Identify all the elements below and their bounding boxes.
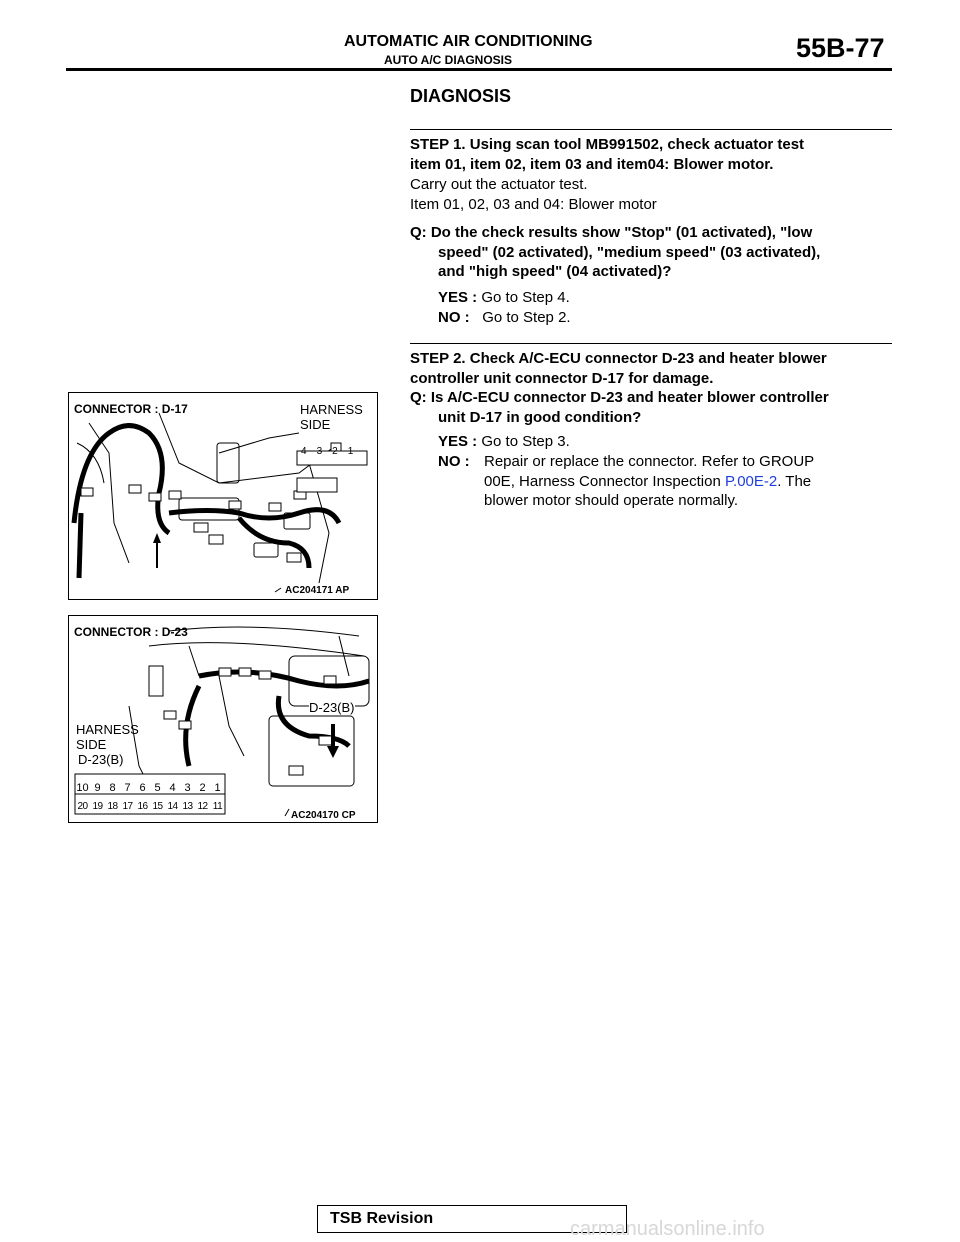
- step2-question: Q: Is A/C-ECU connector D-23 and heater blower controller unit D-17 in good condition?: [410, 389, 829, 426]
- step1-yes: YES : Go to Step 4.: [438, 289, 570, 306]
- d23-callout: D-23(B): [309, 700, 355, 715]
- step1-no: NO : Go to Step 2.: [438, 309, 571, 326]
- step1-question: Q: Do the check results show "Stop" (01 activated), "low speed" (02 activated), "medium speed" (03 activated), and "high speed" (04 activated)?: [410, 224, 821, 280]
- figure-id-d17: AC204171 AP: [285, 585, 350, 596]
- footer-revision: TSB Revision: [330, 1210, 434, 1227]
- figure-d17: [68, 392, 378, 600]
- section-title: DIAGNOSIS: [410, 86, 512, 106]
- inspection-link[interactable]: P.00E-2: [724, 472, 778, 490]
- step2-no: NO : Repair or replace the connector. Refer to GROUP 00E, Harness Connector Inspection P.00E-2. The blower motor should operate normally.: [438, 453, 815, 509]
- d17-pin-row: 4321: [301, 446, 364, 457]
- header-subtitle: AUTO A/C DIAGNOSIS: [384, 53, 513, 67]
- d23-pin-row-top: 10 9 8 7 6 5 4 3 2 1: [76, 782, 221, 794]
- harness-side-label-d23: HARNESS SIDE D-23(B): [76, 722, 139, 767]
- header-title: AUTOMATIC AIR CONDITIONING: [344, 33, 593, 50]
- figure-d23: [68, 615, 378, 823]
- step1-heading: STEP 1. Using scan tool MB991502, check actuator test item 01, item 02, item 03 and item04: Blower motor.: [410, 136, 805, 173]
- step1-rule: [410, 129, 892, 130]
- connector-label-d23: CONNECTOR : D-23: [74, 625, 188, 639]
- watermark: carmanualsonline.info: [570, 1218, 765, 1240]
- page-number: 55B-77: [796, 33, 885, 63]
- connector-label-d17: CONNECTOR : D-17: [74, 402, 188, 416]
- d23-pin-row-bottom: 20 19 18 17 16 15 14 13 12 11: [77, 801, 223, 812]
- step1-body: Carry out the actuator test. Item 01, 02, 03 and 04: Blower motor: [410, 176, 657, 213]
- step2-rule: [410, 343, 892, 344]
- step2-heading: STEP 2. Check A/C-ECU connector D-23 and heater blower controller unit connector D-17 for damage.: [410, 350, 827, 387]
- header-rule: [66, 68, 892, 71]
- step2-yes: YES : Go to Step 3.: [438, 433, 570, 450]
- harness-side-label: HARNESS SIDE: [300, 402, 363, 432]
- figure-id-d23: AC204170 CP: [291, 810, 356, 821]
